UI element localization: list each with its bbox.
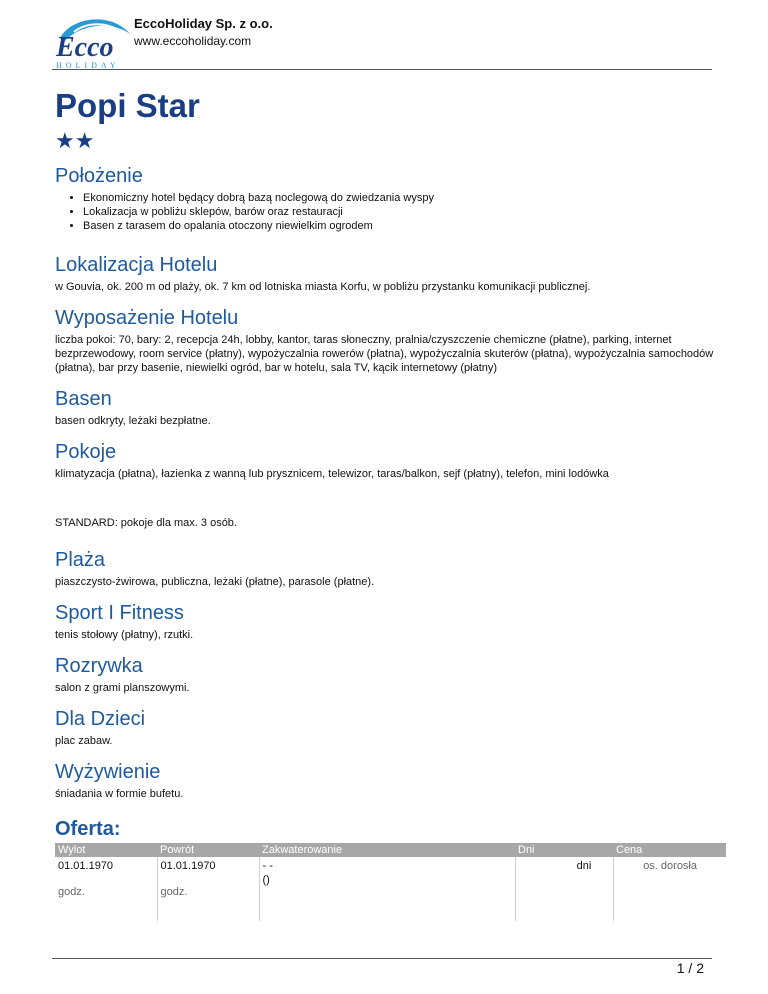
section-wyposazenie bbox=[55, 306, 715, 375]
section-title: Pokoje bbox=[55, 441, 117, 463]
section-plaza bbox=[55, 548, 715, 589]
section-text-standard: STANDARD: pokoje dla max. 3 osób. bbox=[55, 517, 237, 529]
footer-divider bbox=[52, 958, 712, 959]
section-basen bbox=[55, 387, 715, 428]
section-sport bbox=[55, 601, 715, 642]
section-title: Basen bbox=[55, 388, 112, 410]
column-header-wylot: Wylot bbox=[55, 843, 157, 857]
section-text: tenis stołowy (płatny), rzutki. bbox=[55, 629, 194, 641]
page-header bbox=[52, 12, 712, 70]
section-text: basen odkryty, leżaki bezpłatne. bbox=[55, 415, 211, 427]
svg-text:Ecco: Ecco bbox=[56, 32, 114, 63]
price-cell bbox=[613, 857, 726, 921]
table-header-row bbox=[55, 843, 726, 857]
column-header-zakwaterowanie: Zakwaterowanie bbox=[259, 843, 515, 857]
section-rozrywka bbox=[55, 654, 715, 695]
section-title: Plaża bbox=[55, 549, 106, 571]
section-text: plac zabaw. bbox=[55, 735, 113, 747]
svg-text:HOLIDAY: HOLIDAY bbox=[56, 61, 120, 70]
section-title: Rozrywka bbox=[55, 655, 143, 677]
days-label: dni bbox=[576, 860, 592, 872]
ecco-holiday-logo bbox=[52, 12, 132, 70]
section-title: Dla Dzieci bbox=[55, 708, 146, 730]
section-polozenie bbox=[55, 164, 715, 233]
section-title: Położenie bbox=[55, 165, 143, 187]
section-text: piaszczysto-żwirowa, publiczna, leżaki (płatne), parasole (płatne). bbox=[55, 576, 375, 588]
column-header-dni: Dni bbox=[515, 843, 613, 857]
section-dla-dzieci bbox=[55, 707, 715, 748]
section-wyzywienie bbox=[55, 760, 715, 801]
table-row bbox=[55, 857, 726, 921]
column-header-powrot: Powrót bbox=[157, 843, 259, 857]
departure-cell bbox=[55, 857, 157, 921]
section-title: Lokalizacja Hotelu bbox=[55, 254, 218, 276]
section-pokoje bbox=[55, 440, 715, 530]
star-rating bbox=[55, 130, 715, 152]
section-title: Sport I Fitness bbox=[55, 602, 184, 624]
column-header-cena: Cena bbox=[613, 843, 726, 857]
offer-section bbox=[55, 817, 715, 921]
section-title: Wyżywienie bbox=[55, 761, 161, 783]
list-item: • Lokalizacja w pobliżu sklepów, barów oraz restauracji bbox=[83, 205, 715, 219]
list-item: • Ekonomiczny hotel będący dobrą bazą noclegową do zwiedzania wyspy bbox=[83, 191, 715, 205]
star-icon: ★ bbox=[55, 128, 75, 153]
section-text: śniadania w formie bufetu. bbox=[55, 788, 184, 800]
header-divider bbox=[52, 69, 712, 70]
section-text: w Gouvia, ok. 200 m od plaży, ok. 7 km od lotniska miasta Korfu, w pobliżu przystanku komunikacji publicznej. bbox=[55, 281, 591, 293]
star-icon: ★ bbox=[74, 128, 95, 153]
accommodation-line2: () bbox=[262, 874, 270, 886]
section-text: liczba pokoi: 70, bary: 2, recepcja 24h, lobby, kantor, taras słoneczny, pralnia/czyszczenie chemiczne (płatne), parking, internet bezprzewodowy, room service (płatny), wypożyczalnia rowerów (płatna), wypożyczalnia skuterów (płatna), wypożyczalnia samochodów (płatna), bar przy basenie, niewielki ogród, bar w hotelu, sala TV, kącik internetowy (płatny) bbox=[55, 334, 714, 374]
departure-date: 01.01.1970 bbox=[58, 860, 114, 872]
company-info bbox=[134, 16, 273, 49]
company-name: EccoHoliday Sp. z o.o. bbox=[134, 16, 273, 31]
section-text: salon z grami planszowymi. bbox=[55, 682, 190, 694]
offer-table bbox=[55, 843, 726, 921]
section-lokalizacja bbox=[55, 253, 715, 294]
departure-time: godz. bbox=[58, 886, 85, 898]
section-title: Wyposażenie Hotelu bbox=[55, 307, 239, 329]
company-url[interactable]: www.eccoholiday.com bbox=[134, 34, 252, 48]
days-cell bbox=[515, 857, 613, 921]
return-cell bbox=[157, 857, 259, 921]
list-item: • Basen z tarasem do opalania otoczony niewielkim ogrodem bbox=[83, 219, 715, 233]
return-time: godz. bbox=[160, 886, 188, 898]
return-date: 01.01.1970 bbox=[160, 860, 216, 872]
page-number: 1 / 2 bbox=[676, 960, 704, 976]
page-title: Popi Star bbox=[55, 87, 200, 124]
offer-title: Oferta: bbox=[55, 818, 121, 840]
document-content bbox=[55, 86, 715, 921]
price-label: os. dorosła bbox=[643, 860, 697, 872]
accommodation-cell bbox=[259, 857, 515, 921]
accommodation-line1: - - bbox=[262, 860, 273, 872]
bullet-list bbox=[55, 191, 715, 233]
section-text: klimatyzacja (płatna), łazienka z wanną lub prysznicem, telewizor, taras/balkon, sejf (płatny), telefon, mini lodówka bbox=[55, 468, 609, 480]
